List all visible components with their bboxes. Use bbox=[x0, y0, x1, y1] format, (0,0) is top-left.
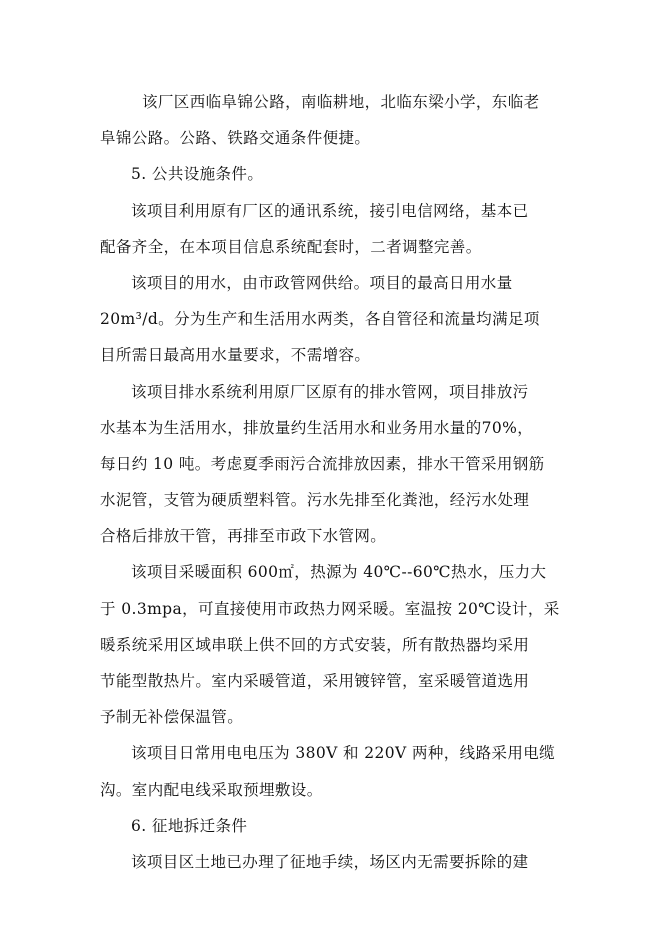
paragraph-line: 20m³/d。分为生产和生活用水两类，各自管径和流量均满足项 bbox=[100, 310, 540, 329]
paragraph-line: 目所需日最高用水量要求，不需增容。 bbox=[100, 346, 371, 365]
paragraph-line: 每日约 10 吨。考虑夏季雨污合流排放因素，排水干管采用钢筋 bbox=[100, 454, 545, 473]
paragraph-line: 于 0.3mpa，可直接使用市政热力网采暖。室温按 20℃设计，采 bbox=[100, 599, 560, 618]
paragraph-line: 水基本为生活用水，排放量约生活用水和业务用水量的70%， bbox=[100, 418, 534, 437]
paragraph-line: 阜锦公路。公路、铁路交通条件便捷。 bbox=[100, 129, 371, 148]
paragraph-line: 予制无补偿保温管。 bbox=[100, 708, 244, 727]
paragraph-line: 合格后排放干管，再排至市政下水管网。 bbox=[100, 527, 387, 546]
paragraph-line: 该项目利用原有厂区的通讯系统，接引电信网络，基本已 bbox=[131, 201, 529, 220]
section-heading: 6. 征地拆迁条件 bbox=[131, 816, 248, 835]
paragraph-line: 节能型散热片。室内采暖管道，采用镀锌管，室采暖管道选用 bbox=[100, 672, 530, 690]
document-body bbox=[100, 84, 560, 880]
paragraph-line: 该项目排水系统利用原厂区原有的排水管网，项目排放污 bbox=[131, 382, 529, 401]
paragraph-line: 该项目采暖面积 600㎡，热源为 40℃--60℃热水，压力大 bbox=[131, 563, 547, 582]
paragraph-line: 水泥管，支管为硬质塑料管。污水先排至化粪池，经污水处理 bbox=[100, 491, 530, 510]
paragraph-line: 该项目区土地已办理了征地手续，场区内无需要拆除的建 bbox=[131, 852, 529, 871]
section-heading: 5. 公共设施条件。 bbox=[131, 165, 264, 184]
paragraph-line: 配备齐全，在本项目信息系统配套时，二者调整完善。 bbox=[100, 237, 482, 256]
paragraph-line: 该项目的用水，由市政管网供给。项目的最高日用水量 bbox=[131, 273, 513, 292]
paragraph-line: 沟。室内配电线采取预埋敷设。 bbox=[100, 780, 323, 799]
paragraph-line: 暖系统采用区域串联上供不回的方式安装，所有散热器均采用 bbox=[100, 635, 530, 654]
paragraph-line: 该厂区西临阜锦公路，南临耕地，北临东梁小学，东临老 bbox=[142, 93, 540, 111]
paragraph-line: 该项目日常用电电压为 380V 和 220V 两种，线路采用电缆 bbox=[131, 744, 556, 763]
